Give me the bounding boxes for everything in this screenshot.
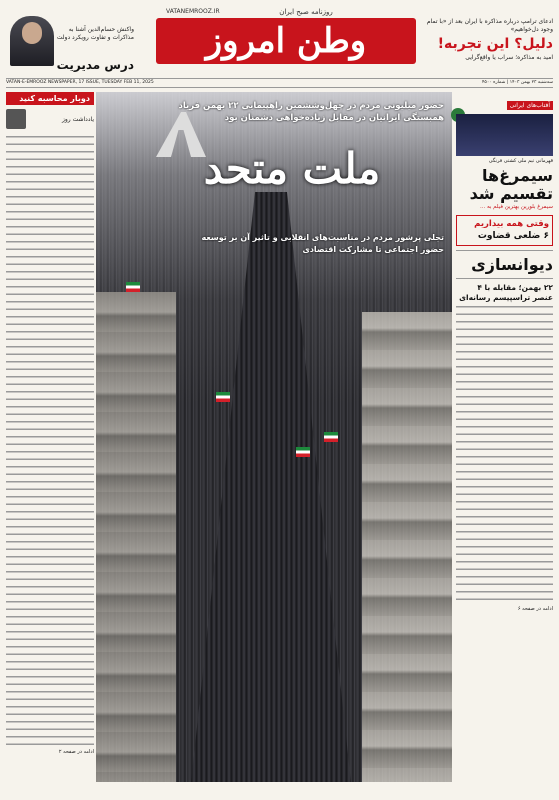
avatar [6, 109, 26, 129]
dateline [6, 78, 553, 88]
opinion-body-text [456, 303, 553, 603]
lead-headline[interactable]: ملت متحد [203, 144, 381, 193]
continued-link[interactable]: ادامه در صفحه ۶ [517, 606, 553, 612]
box-headline-2: ۶ ضلعی قضاوت [477, 231, 549, 241]
website-url[interactable]: VATANEMROOZ.IR [166, 8, 220, 15]
teaser-kicker: ادعای ترامپ درباره مذاکره با ایران بعد از «با تمام وجود دل‌خواهیم» [426, 18, 553, 33]
box-headline: وقتی همه بیداریم [474, 219, 549, 229]
author-line [6, 109, 94, 129]
masthead-left-teaser[interactable] [6, 6, 136, 76]
photo-caption: قهرمانی تیم ملی کشتی فرنگی [488, 158, 553, 164]
article-body-text [6, 133, 94, 745]
lead-kicker: حضور میلیونی مردم در چهل‌وششمین راهپیمایی ۲۲ بهمن فریاد همبستگی ایرانیان در مقابل زیاده‌خواهی دشمنان بود [178, 101, 444, 123]
right-column [456, 92, 553, 782]
teaser-kicker: واکنش حسام‌الدین آشنا به مذاکرات و تفاوت رویکرد دولت [56, 26, 134, 41]
flag-icon [296, 447, 310, 457]
teaser-headline: دلیل؟ این تجربه! [437, 36, 553, 52]
photo-buildings-right [362, 312, 452, 782]
masthead-right-teaser[interactable] [426, 6, 553, 76]
story-box[interactable] [456, 215, 553, 246]
divider [456, 278, 553, 279]
continued-link[interactable]: ادامه در صفحه ۲ [58, 749, 94, 755]
flag-icon [126, 282, 140, 292]
sports-photo [456, 114, 553, 156]
lead-photo [96, 92, 452, 782]
dateline-right: سه‌شنبه ۲۳ بهمن ۱۴۰۳ | شماره ۴۵۰۰ [481, 80, 553, 85]
opinion-headline[interactable]: ۲۲ بهمن؛ مقابله با ۴ عنصر تراسپیسم رسانه‌ای [459, 283, 553, 302]
photo-buildings-left [96, 292, 176, 782]
author-name: یادداشت روز [61, 115, 94, 123]
dateline-left: VATAN-E-EMROOZ NEWSPAPER, 17 ISSUE, TUESDAY FEB 11, 2025 [6, 80, 154, 85]
teaser-subhead: امید به مذاکره؛ سراب یا واقع‌گرایی [465, 54, 553, 61]
divider [456, 250, 553, 251]
story-headline[interactable]: دیوانسازی [471, 255, 553, 274]
newspaper-logo: وطن امروز [156, 18, 416, 64]
section-title: دوبار محاسبه کنید [6, 92, 94, 105]
teaser-headline: درس مدیریت [56, 58, 134, 72]
section-badge: آفتاب‌های ایرانی [507, 101, 553, 110]
portrait-photo [10, 16, 54, 66]
story-summary: سیمرغ بلورین بهترین فیلم به ... [479, 204, 553, 210]
photo-crowd-street [191, 192, 351, 782]
story-headline[interactable]: سیمرغ‌ها تقسیم شد [469, 166, 553, 203]
tagline: روزنامه صبح ایران [279, 8, 333, 16]
lead-subhead: تجلی پرشور مردم در مناسبت‌های انقلابی و تاثیر آن بر توسعه حضور اجتماعی تا مشارکت اقتصادی [201, 233, 444, 254]
flag-icon [216, 392, 230, 402]
flag-icon [324, 432, 338, 442]
editorial-column [6, 92, 94, 782]
masthead [6, 6, 553, 76]
logo-area [146, 6, 421, 76]
